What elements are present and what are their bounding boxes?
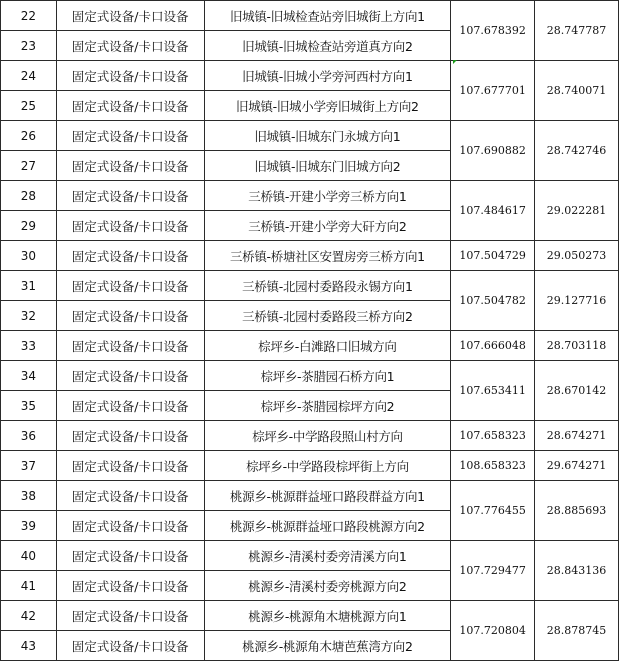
row-number: 30 bbox=[1, 241, 57, 271]
device-type-cell: 固定式设备/卡口设备 bbox=[56, 541, 204, 571]
table-row bbox=[1, 541, 619, 571]
location-cell: 三桥镇-北园村委路段三桥方向2 bbox=[204, 301, 451, 331]
longitude-cell: 107.653411 bbox=[451, 361, 535, 421]
longitude-cell: 108.658323 bbox=[451, 451, 535, 481]
latitude-cell: 28.747787 bbox=[535, 1, 619, 61]
row-number: 27 bbox=[1, 151, 57, 181]
location-cell: 桃源乡-清溪村委旁桃源方向2 bbox=[204, 571, 451, 601]
device-type-cell: 固定式设备/卡口设备 bbox=[56, 391, 204, 421]
location-cell: 旧城镇-旧城东门永城方向1 bbox=[204, 121, 451, 151]
location-cell: 桃源乡-桃源群益垭口路段桃源方向2 bbox=[204, 511, 451, 541]
latitude-cell: 29.127716 bbox=[535, 271, 619, 331]
location-cell: 旧城镇-旧城检查站旁道真方向2 bbox=[204, 31, 451, 61]
device-type-cell: 固定式设备/卡口设备 bbox=[56, 271, 204, 301]
table-row bbox=[1, 121, 619, 151]
device-type-cell: 固定式设备/卡口设备 bbox=[56, 451, 204, 481]
longitude-cell: 107.678392 bbox=[451, 1, 535, 61]
location-cell: 桃源乡-桃源角木塘芭蕉湾方向2 bbox=[204, 631, 451, 661]
latitude-cell: 28.742746 bbox=[535, 121, 619, 181]
device-type-cell: 固定式设备/卡口设备 bbox=[56, 31, 204, 61]
location-cell: 棕坪乡-茶腊园石桥方向1 bbox=[204, 361, 451, 391]
device-type-cell: 固定式设备/卡口设备 bbox=[56, 1, 204, 31]
location-cell: 旧城镇-旧城小学旁旧城街上方向2 bbox=[204, 91, 451, 121]
table-row bbox=[1, 1, 619, 31]
device-type-cell: 固定式设备/卡口设备 bbox=[56, 61, 204, 91]
table-row bbox=[1, 61, 619, 91]
table-row bbox=[1, 271, 619, 301]
device-type-cell: 固定式设备/卡口设备 bbox=[56, 631, 204, 661]
table-row bbox=[1, 181, 619, 211]
device-type-cell: 固定式设备/卡口设备 bbox=[56, 511, 204, 541]
location-cell: 棕坪乡-白滩路口旧城方向 bbox=[204, 331, 451, 361]
latitude-cell: 28.885693 bbox=[535, 481, 619, 541]
row-number: 43 bbox=[1, 631, 57, 661]
device-type-cell: 固定式设备/卡口设备 bbox=[56, 331, 204, 361]
longitude-cell: 107.690882 bbox=[451, 121, 535, 181]
location-cell: 桃源乡-桃源群益垭口路段群益方向1 bbox=[204, 481, 451, 511]
latitude-cell: 29.674271 bbox=[535, 451, 619, 481]
device-type-cell: 固定式设备/卡口设备 bbox=[56, 91, 204, 121]
location-cell: 三桥镇-开建小学旁三桥方向1 bbox=[204, 181, 451, 211]
location-cell: 三桥镇-开建小学旁大矸方向2 bbox=[204, 211, 451, 241]
device-type-cell: 固定式设备/卡口设备 bbox=[56, 241, 204, 271]
device-type-cell: 固定式设备/卡口设备 bbox=[56, 481, 204, 511]
longitude-cell: 107.484617 bbox=[451, 181, 535, 241]
location-cell: 旧城镇-旧城东门旧城方向2 bbox=[204, 151, 451, 181]
location-cell: 棕坪乡-中学路段照山村方向 bbox=[204, 421, 451, 451]
row-number: 35 bbox=[1, 391, 57, 421]
device-type-cell: 固定式设备/卡口设备 bbox=[56, 121, 204, 151]
row-number: 36 bbox=[1, 421, 57, 451]
latitude-cell: 28.878745 bbox=[535, 601, 619, 661]
table-row bbox=[1, 451, 619, 481]
row-number: 39 bbox=[1, 511, 57, 541]
location-cell: 棕坪乡-中学路段棕坪街上方向 bbox=[204, 451, 451, 481]
longitude-cell: 107.504782 bbox=[451, 271, 535, 331]
row-number: 40 bbox=[1, 541, 57, 571]
longitude-cell: 107.720804 bbox=[451, 601, 535, 661]
table-row bbox=[1, 601, 619, 631]
row-number: 42 bbox=[1, 601, 57, 631]
table-row bbox=[1, 421, 619, 451]
row-number: 41 bbox=[1, 571, 57, 601]
device-type-cell: 固定式设备/卡口设备 bbox=[56, 151, 204, 181]
device-type-cell: 固定式设备/卡口设备 bbox=[56, 181, 204, 211]
location-cell: 棕坪乡-茶腊园棕坪方向2 bbox=[204, 391, 451, 421]
location-cell: 桃源乡-清溪村委旁清溪方向1 bbox=[204, 541, 451, 571]
cell-marker-icon bbox=[453, 60, 457, 64]
table-row bbox=[1, 481, 619, 511]
device-type-cell: 固定式设备/卡口设备 bbox=[56, 361, 204, 391]
location-cell: 旧城镇-旧城检查站旁旧城街上方向1 bbox=[204, 1, 451, 31]
location-cell: 桃源乡-桃源角木塘桃源方向1 bbox=[204, 601, 451, 631]
longitude-cell: 107.658323 bbox=[451, 421, 535, 451]
row-number: 23 bbox=[1, 31, 57, 61]
device-type-cell: 固定式设备/卡口设备 bbox=[56, 211, 204, 241]
longitude-cell: 107.677701 bbox=[451, 61, 535, 121]
latitude-cell: 28.843136 bbox=[535, 541, 619, 601]
location-cell: 旧城镇-旧城小学旁河西村方向1 bbox=[204, 61, 451, 91]
device-type-cell: 固定式设备/卡口设备 bbox=[56, 601, 204, 631]
location-cell: 三桥镇-北园村委路段永锡方向1 bbox=[204, 271, 451, 301]
latitude-cell: 28.670142 bbox=[535, 361, 619, 421]
latitude-cell: 28.703118 bbox=[535, 331, 619, 361]
table-row bbox=[1, 361, 619, 391]
row-number: 29 bbox=[1, 211, 57, 241]
device-type-cell: 固定式设备/卡口设备 bbox=[56, 571, 204, 601]
row-number: 31 bbox=[1, 271, 57, 301]
table-row bbox=[1, 331, 619, 361]
latitude-cell: 28.674271 bbox=[535, 421, 619, 451]
row-number: 24 bbox=[1, 61, 57, 91]
table-body bbox=[1, 1, 619, 661]
row-number: 28 bbox=[1, 181, 57, 211]
longitude-cell: 107.729477 bbox=[451, 541, 535, 601]
row-number: 25 bbox=[1, 91, 57, 121]
table-row bbox=[1, 241, 619, 271]
device-type-cell: 固定式设备/卡口设备 bbox=[56, 421, 204, 451]
device-type-cell: 固定式设备/卡口设备 bbox=[56, 301, 204, 331]
row-number: 26 bbox=[1, 121, 57, 151]
longitude-cell: 107.666048 bbox=[451, 331, 535, 361]
longitude-cell: 107.504729 bbox=[451, 241, 535, 271]
row-number: 37 bbox=[1, 451, 57, 481]
latitude-cell: 28.740071 bbox=[535, 61, 619, 121]
latitude-cell: 29.050273 bbox=[535, 241, 619, 271]
row-number: 38 bbox=[1, 481, 57, 511]
row-number: 33 bbox=[1, 331, 57, 361]
latitude-cell: 29.022281 bbox=[535, 181, 619, 241]
row-number: 34 bbox=[1, 361, 57, 391]
location-cell: 三桥镇-桥塘社区安置房旁三桥方向1 bbox=[204, 241, 451, 271]
row-number: 22 bbox=[1, 1, 57, 31]
longitude-cell: 107.776455 bbox=[451, 481, 535, 541]
row-number: 32 bbox=[1, 301, 57, 331]
